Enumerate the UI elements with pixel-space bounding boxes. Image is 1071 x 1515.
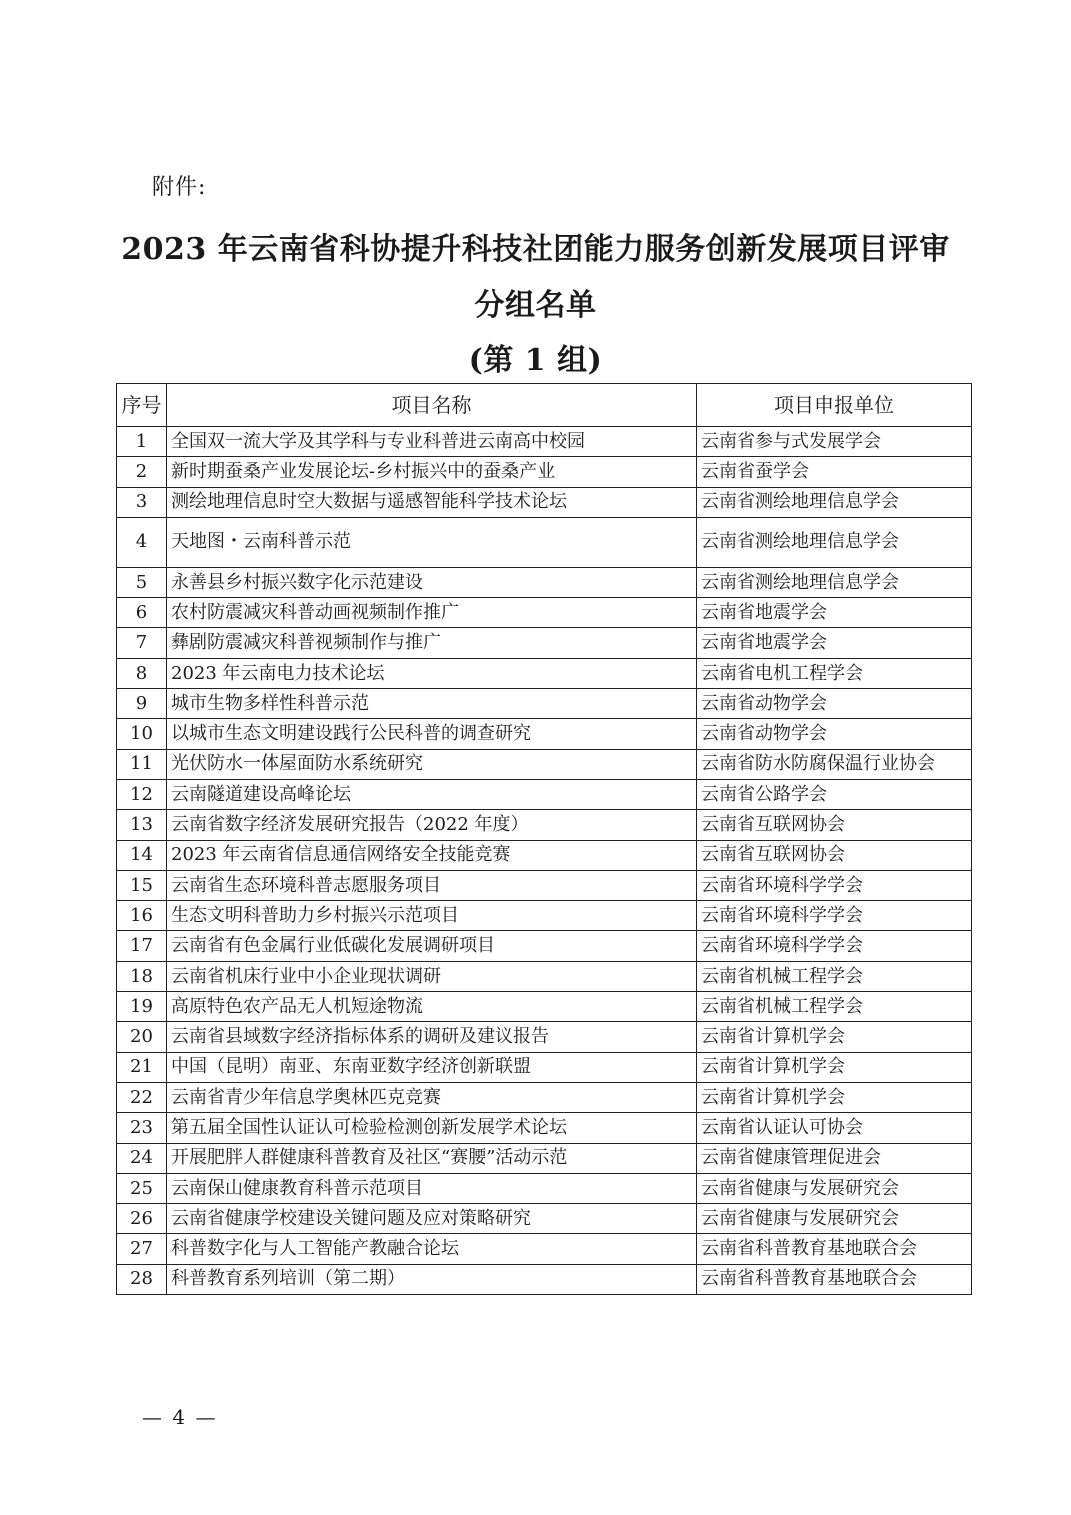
project-name: 彝剧防震减灾科普视频制作与推广: [167, 628, 697, 658]
project-name: 科普数字化与人工智能产教融合论坛: [167, 1234, 697, 1264]
row-number: 11: [117, 749, 167, 779]
row-number: 4: [117, 517, 167, 567]
table-row: [117, 517, 972, 567]
applicant-unit: 云南省防水防腐保温行业协会: [697, 749, 972, 779]
row-number: 19: [117, 992, 167, 1022]
project-name: 生态文明科普助力乡村振兴示范项目: [167, 901, 697, 931]
project-name: 永善县乡村振兴数字化示范建设: [167, 567, 697, 597]
applicant-unit: 云南省健康与发展研究会: [697, 1204, 972, 1234]
row-number: 15: [117, 870, 167, 900]
table-row: [117, 658, 972, 688]
project-name: 测绘地理信息时空大数据与遥感智能科学技术论坛: [167, 487, 697, 517]
applicant-unit: 云南省计算机学会: [697, 1082, 972, 1112]
row-number: 6: [117, 598, 167, 628]
project-name: 云南省健康学校建设关键问题及应对策略研究: [167, 1204, 697, 1234]
attachment-label: 附件:: [152, 175, 207, 200]
table-row: [117, 427, 972, 457]
project-name: 开展肥胖人群健康科普教育及社区“赛腰”活动示范: [167, 1143, 697, 1173]
applicant-unit: 云南省参与式发展学会: [697, 427, 972, 457]
row-number: 21: [117, 1052, 167, 1082]
table-row: [117, 689, 972, 719]
row-number: 23: [117, 1113, 167, 1143]
applicant-unit: 云南省科普教育基地联合会: [697, 1264, 972, 1294]
applicant-unit: 云南省测绘地理信息学会: [697, 517, 972, 567]
project-name: 云南省有色金属行业低碳化发展调研项目: [167, 931, 697, 961]
table-row: [117, 810, 972, 840]
table-row: [117, 719, 972, 749]
applicant-unit: 云南省地震学会: [697, 598, 972, 628]
project-name: 云南省县域数字经济指标体系的调研及建议报告: [167, 1022, 697, 1052]
row-number: 12: [117, 779, 167, 809]
table-row: [117, 1022, 972, 1052]
applicant-unit: 云南省测绘地理信息学会: [697, 487, 972, 517]
applicant-unit: 云南省动物学会: [697, 689, 972, 719]
applicant-unit: 云南省认证认可协会: [697, 1113, 972, 1143]
table-header-row: [117, 384, 972, 427]
table-row: [117, 628, 972, 658]
document-subtitle: 分组名单: [474, 288, 597, 323]
page-number: — 4 —: [142, 1405, 218, 1429]
applicant-unit: 云南省电机工程学会: [697, 658, 972, 688]
project-name: 城市生物多样性科普示范: [167, 689, 697, 719]
table-row: [117, 1082, 972, 1112]
project-name: 科普教育系列培训（第二期）: [167, 1264, 697, 1294]
table-row: [117, 487, 972, 517]
row-number: 27: [117, 1234, 167, 1264]
applicant-unit: 云南省公路学会: [697, 779, 972, 809]
applicant-unit: 云南省计算机学会: [697, 1052, 972, 1082]
project-name: 云南省机床行业中小企业现状调研: [167, 961, 697, 991]
applicant-unit: 云南省地震学会: [697, 628, 972, 658]
table-body: [117, 427, 972, 1295]
row-number: 14: [117, 840, 167, 870]
document-title: 2023 年云南省科协提升科技社团能力服务创新发展项目评审: [121, 232, 950, 267]
applicant-unit: 云南省动物学会: [697, 719, 972, 749]
table-row: [117, 1113, 972, 1143]
row-number: 8: [117, 658, 167, 688]
table-row: [117, 1173, 972, 1203]
row-number: 22: [117, 1082, 167, 1112]
project-name: 高原特色农产品无人机短途物流: [167, 992, 697, 1022]
row-number: 9: [117, 689, 167, 719]
applicant-unit: 云南省健康与发展研究会: [697, 1173, 972, 1203]
table-row: [117, 870, 972, 900]
row-number: 2: [117, 457, 167, 487]
column-header-project-name: 项目名称: [167, 384, 697, 427]
applicant-unit: 云南省互联网协会: [697, 840, 972, 870]
row-number: 1: [117, 427, 167, 457]
table-row: [117, 840, 972, 870]
row-number: 18: [117, 961, 167, 991]
applicant-unit: 云南省测绘地理信息学会: [697, 567, 972, 597]
project-name: 2023 年云南省信息通信网络安全技能竞赛: [167, 840, 697, 870]
table-row: [117, 1143, 972, 1173]
column-header-applicant-unit: 项目申报单位: [697, 384, 972, 427]
project-roster-table: [116, 383, 972, 1295]
column-header-number: 序号: [117, 384, 167, 427]
applicant-unit: 云南省环境科学学会: [697, 931, 972, 961]
applicant-unit: 云南省机械工程学会: [697, 961, 972, 991]
project-name: 第五届全国性认证认可检验检测创新发展学术论坛: [167, 1113, 697, 1143]
applicant-unit: 云南省计算机学会: [697, 1022, 972, 1052]
table-row: [117, 779, 972, 809]
table-row: [117, 901, 972, 931]
table-row: [117, 992, 972, 1022]
row-number: 28: [117, 1264, 167, 1294]
table-row: [117, 1264, 972, 1294]
table-row: [117, 1204, 972, 1234]
table-row: [117, 457, 972, 487]
row-number: 7: [117, 628, 167, 658]
project-name: 光伏防水一体屋面防水系统研究: [167, 749, 697, 779]
row-number: 3: [117, 487, 167, 517]
table-row: [117, 931, 972, 961]
project-name: 云南省生态环境科普志愿服务项目: [167, 870, 697, 900]
project-name: 云南保山健康教育科普示范项目: [167, 1173, 697, 1203]
row-number: 10: [117, 719, 167, 749]
applicant-unit: 云南省环境科学学会: [697, 870, 972, 900]
row-number: 26: [117, 1204, 167, 1234]
project-name: 农村防震减灾科普动画视频制作推广: [167, 598, 697, 628]
row-number: 20: [117, 1022, 167, 1052]
table-row: [117, 1052, 972, 1082]
table-row: [117, 1234, 972, 1264]
table-row: [117, 567, 972, 597]
table-row: [117, 598, 972, 628]
project-name: 云南省青少年信息学奥林匹克竞赛: [167, 1082, 697, 1112]
table-row: [117, 961, 972, 991]
applicant-unit: 云南省机械工程学会: [697, 992, 972, 1022]
row-number: 17: [117, 931, 167, 961]
row-number: 25: [117, 1173, 167, 1203]
project-name: 新时期蚕桑产业发展论坛-乡村振兴中的蚕桑产业: [167, 457, 697, 487]
applicant-unit: 云南省健康管理促进会: [697, 1143, 972, 1173]
project-name: 全国双一流大学及其学科与专业科普进云南高中校园: [167, 427, 697, 457]
project-name: 中国（昆明）南亚、东南亚数字经济创新联盟: [167, 1052, 697, 1082]
row-number: 24: [117, 1143, 167, 1173]
row-number: 5: [117, 567, 167, 597]
table-row: [117, 749, 972, 779]
row-number: 16: [117, 901, 167, 931]
project-name: 2023 年云南电力技术论坛: [167, 658, 697, 688]
project-name: 云南省数字经济发展研究报告（2022 年度）: [167, 810, 697, 840]
project-name: 以城市生态文明建设践行公民科普的调查研究: [167, 719, 697, 749]
project-name: 天地图・云南科普示范: [167, 517, 697, 567]
row-number: 13: [117, 810, 167, 840]
group-label: (第 1 组): [468, 343, 603, 378]
applicant-unit: 云南省互联网协会: [697, 810, 972, 840]
applicant-unit: 云南省科普教育基地联合会: [697, 1234, 972, 1264]
project-name: 云南隧道建设高峰论坛: [167, 779, 697, 809]
applicant-unit: 云南省环境科学学会: [697, 901, 972, 931]
applicant-unit: 云南省蚕学会: [697, 457, 972, 487]
